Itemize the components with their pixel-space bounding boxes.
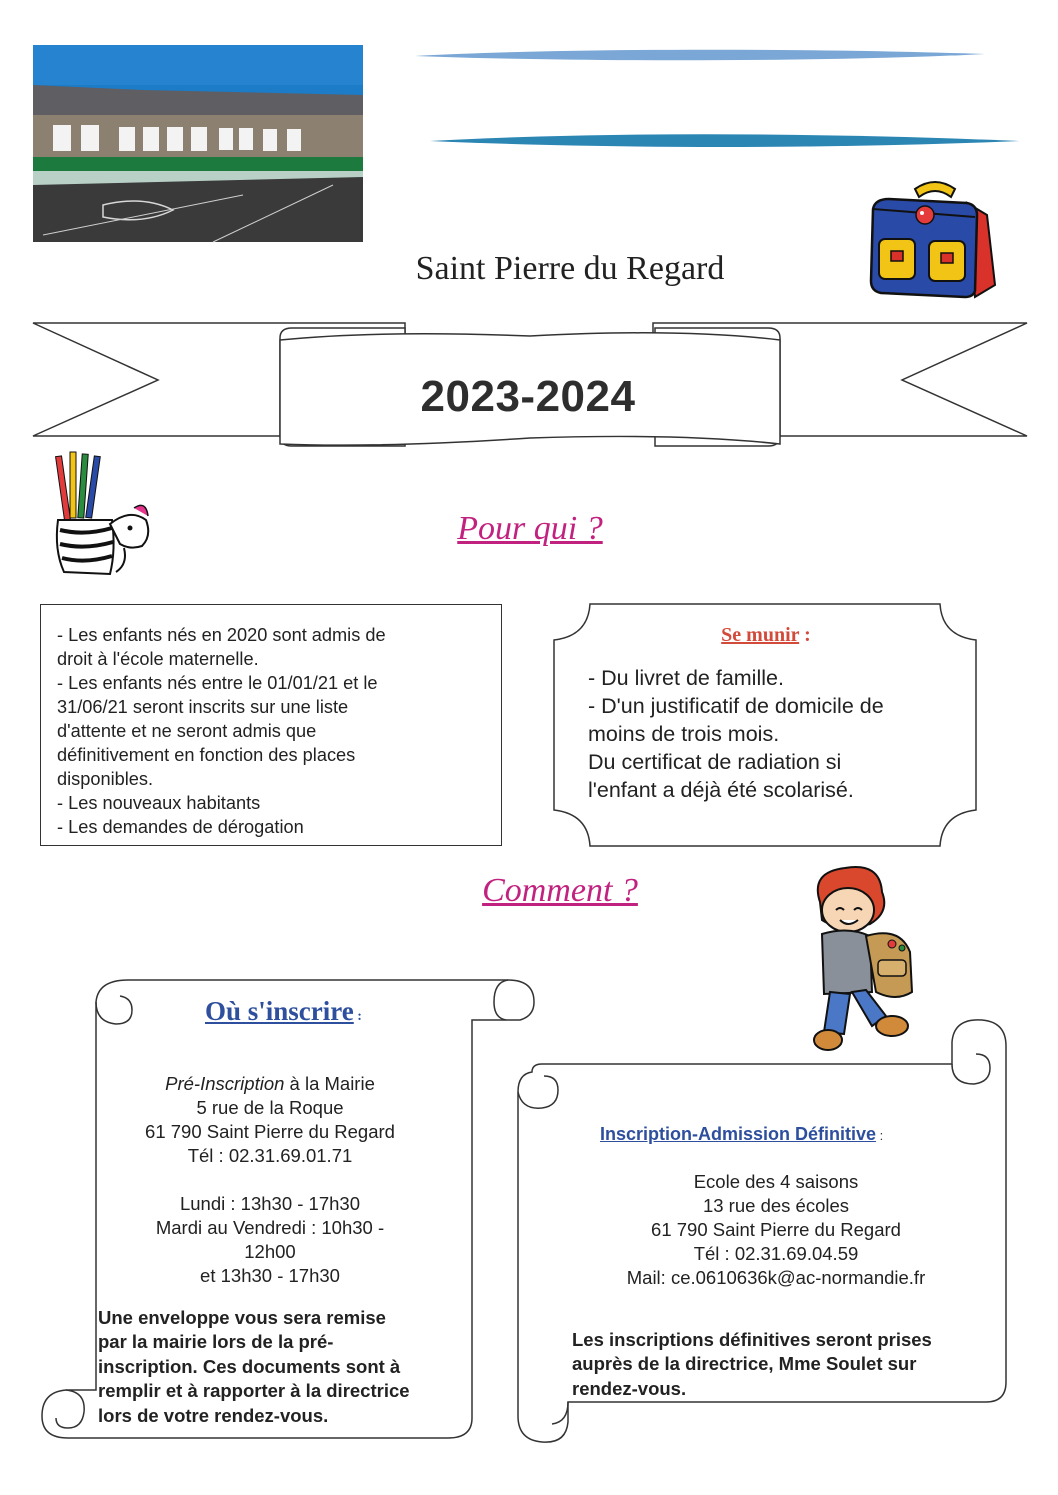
pre-inscription-italic: Pré-Inscription <box>165 1073 285 1094</box>
town-title: Saint Pierre du Regard <box>415 250 725 287</box>
mairie-hours-tue-fri: et 13h30 - 17h30 <box>200 1265 340 1286</box>
mairie-block <box>100 1072 440 1288</box>
note-line: rendez-vous. <box>572 1377 687 1399</box>
se-munir-colon: : <box>799 624 811 646</box>
mairie-envelope-note <box>98 1306 466 1428</box>
mairie-phone: Tél : 02.31.69.01.71 <box>187 1145 353 1166</box>
note-line: lors de votre rendez-vous. <box>98 1404 329 1426</box>
se-munir-list <box>588 664 968 804</box>
ou-inscrire-label <box>205 996 465 1027</box>
note-line: Les inscriptions définitives seront prises <box>572 1329 932 1350</box>
se-munir-line: Du certificat de radiation si <box>588 750 842 774</box>
directrice-note <box>572 1328 992 1401</box>
school-building-photo <box>33 45 363 242</box>
ou-inscrire-label-text: Où s'inscrire <box>205 996 354 1026</box>
mairie-address-line2: 61 790 Saint Pierre du Regard <box>145 1121 395 1142</box>
se-munir-line: moins de trois mois. <box>588 722 780 746</box>
eligibility-line: droit à l'école maternelle. <box>57 649 259 669</box>
eligibility-line: - Les enfants nés en 2020 sont admis de <box>57 625 386 645</box>
zebra-pencil-holder-icon <box>50 450 155 580</box>
se-munir-line: - Du livret de famille. <box>588 666 784 690</box>
pre-inscription-rest: à la Mairie <box>284 1073 375 1094</box>
mairie-address-line1: 5 rue de la Roque <box>196 1097 344 1118</box>
note-line: inscription. Ces documents sont à <box>98 1355 401 1377</box>
mairie-pre-inscription <box>100 1072 440 1096</box>
note-line: auprès de la directrice, Mme Soulet sur <box>572 1353 917 1375</box>
se-munir-line: - D'un justificatif de domicile de <box>588 694 884 718</box>
ou-inscrire-colon: : <box>353 1009 362 1024</box>
eligibility-line: 31/06/21 seront inscrits sur une liste <box>57 697 349 717</box>
se-munir-label <box>556 624 976 647</box>
ecole-block <box>566 1170 986 1290</box>
eligibility-line: d'attente et ne seront admis que <box>57 721 317 741</box>
se-munir-line: l'enfant a déjà été scolarisé. <box>588 778 854 802</box>
eligibility-box <box>40 604 502 846</box>
definitive-label-text: Inscription-Admission Définitive <box>600 1124 877 1144</box>
pour-qui-heading: Pour qui ? <box>457 510 603 547</box>
ecole-address-line2: 61 790 Saint Pierre du Regard <box>651 1219 901 1240</box>
se-munir-label-text: Se munir <box>721 624 800 646</box>
schoolbag-icon <box>855 175 1005 300</box>
ecole-address-line1: 13 rue des écoles <box>702 1195 850 1216</box>
eligibility-line: définitivement en fonction des places <box>57 745 356 765</box>
eligibility-line: - Les demandes de dérogation <box>57 817 304 837</box>
ecole-name: Ecole des 4 saisons <box>693 1171 859 1192</box>
mairie-hours-tue-fri: Mardi au Vendredi : 10h30 - <box>155 1217 385 1238</box>
mairie-hours-monday: Lundi : 13h30 - 17h30 <box>179 1193 360 1214</box>
mairie-hours-tue-fri: 12h00 <box>244 1241 296 1262</box>
ecole-phone: Tél : 02.31.69.04.59 <box>693 1243 859 1264</box>
blue-brush-strokes <box>410 45 1030 155</box>
note-line: Une enveloppe vous sera remise <box>98 1307 386 1328</box>
note-line: par la mairie lors de la pré- <box>98 1331 334 1353</box>
definitive-label <box>600 1124 970 1145</box>
eligibility-line: - Les nouveaux habitants <box>57 793 261 813</box>
school-year-title: 2023-2024 <box>420 372 636 421</box>
ecole-mail: Mail: ce.0610636k@ac-normandie.fr <box>626 1267 926 1288</box>
eligibility-line: disponibles. <box>57 769 154 789</box>
note-line: remplir et à rapporter à la directrice <box>98 1380 410 1402</box>
eligibility-line: - Les enfants nés entre le 01/01/21 et le <box>57 673 378 693</box>
comment-heading: Comment ? <box>482 872 638 909</box>
definitive-colon: : <box>876 1128 884 1143</box>
